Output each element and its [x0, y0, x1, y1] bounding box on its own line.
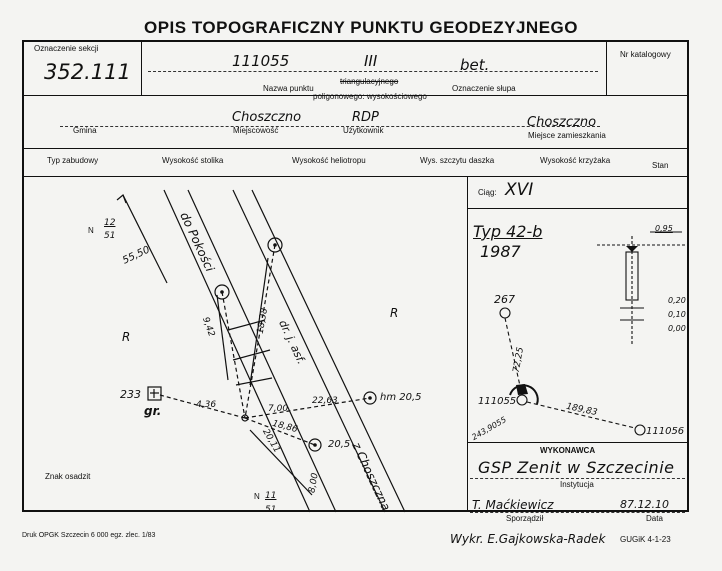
point-gr: gr. — [144, 404, 162, 418]
nazwa-punktu-label: Nazwa punktu — [263, 84, 314, 93]
road-label-asf: dr. j. asf. — [276, 318, 308, 367]
data-label: Data — [646, 514, 663, 523]
height-000: 0,00 — [668, 324, 686, 333]
miejsce-value: Choszczno — [527, 115, 597, 130]
angle-value: 243,9055 — [470, 415, 508, 442]
region-label-left: R — [122, 330, 131, 344]
drafter-note: Wykr. E.Gajkowska-Radek — [450, 532, 606, 546]
print-note: Druk OPGK Szczecin 6 000 egz. zlec. 1/83 — [22, 532, 156, 539]
dist-2263: 22,63 — [312, 396, 338, 406]
road-label-choszczna: z Choszczna — [349, 440, 394, 513]
wys-stolika-label: Wysokość stolika — [162, 156, 224, 165]
typ-zabudowy-label: Typ zabudowy — [47, 156, 99, 165]
dist-942: 9,42 — [199, 315, 217, 339]
point-267: 267 — [494, 293, 515, 306]
road-label-pokosci: do Pokości — [177, 210, 217, 274]
typ-value: Typ 42-b — [473, 222, 543, 241]
wys-heliotropu-label: Wysokość heliotropu — [292, 156, 366, 165]
point-111055: 111055 — [478, 396, 517, 407]
class-value: III — [364, 52, 378, 70]
wys-szczytu-label: Wys. szczytu daszka — [420, 156, 495, 165]
north-arrow-line — [123, 195, 167, 283]
dist-1838: 18,38 — [255, 307, 271, 335]
dist-1886: 18,86 — [271, 418, 299, 436]
ciag-value: XVI — [505, 180, 534, 200]
data-value: 87.12.10 — [620, 498, 669, 511]
stan-label: Stan — [652, 161, 669, 170]
miejscowosc-value: Choszczno — [232, 110, 302, 125]
miejsce-label: Miejsce zamieszkania — [528, 131, 606, 140]
wykonawca-value: GSP Zenit w Szczecinie — [478, 458, 675, 477]
form-title: OPIS TOPOGRAFICZNY PUNKTU GEODEZYJNEGO — [144, 18, 578, 37]
gmina-label: Gmina — [73, 126, 97, 135]
year-value: 1987 — [480, 242, 521, 261]
uzytkownik-value: RDP — [352, 110, 379, 125]
oznaczenie-sekcji-label: Oznaczenie sekcji — [34, 44, 99, 53]
dist-800: 8,00 — [307, 472, 321, 494]
north-arrow-head — [117, 195, 126, 203]
region-label-right: R — [390, 306, 399, 320]
dist-2011: 20,11 — [260, 427, 282, 455]
north-bot-num: 11 — [265, 491, 277, 501]
north-top-num: 12 — [104, 218, 116, 228]
north-top-den: 51 — [104, 231, 116, 241]
sporzadzil-value: T. Maćkiewicz — [472, 498, 554, 512]
oznaczenie-slupa-value: bet. — [460, 56, 490, 74]
north-label: N — [88, 226, 94, 235]
nazwa-punktu-value: 111055 — [232, 52, 290, 70]
instytucja-label: Instytucja — [560, 480, 594, 489]
point-205: 20,5 — [328, 439, 351, 450]
point-111056: 111056 — [646, 426, 685, 437]
wys-krzyzaka-label: Wysokość krzyżaka — [540, 156, 611, 165]
north-label-bottom: N — [254, 492, 260, 501]
point-233: 233 — [120, 388, 141, 401]
miejscowosc-label: Miejscowość — [233, 126, 279, 135]
depth-095: 0,95 — [655, 224, 673, 233]
wykonawca-label: WYKONAWCA — [540, 446, 596, 455]
znak-osadzit-label: Znak osadzit — [45, 472, 91, 481]
ciag-label: Ciąg: — [478, 188, 497, 197]
oznaczenie-slupa-label: Oznaczenie słupa — [452, 84, 516, 93]
point-hm: hm 20,5 — [380, 392, 422, 403]
poligon-label: poligonowego: wysokościowego — [313, 92, 427, 101]
north-bot-den: 51 — [265, 505, 277, 515]
road-edge — [188, 190, 336, 512]
dist-5550: 55,50 — [121, 244, 152, 267]
sporzadzil-label: Sporządził — [506, 514, 544, 523]
height-010: 0,10 — [668, 310, 686, 319]
uzytkownik-label: Użytkownik — [343, 126, 384, 135]
oznaczenie-sekcji-value: 352.111 — [44, 60, 131, 84]
form-code: GUGiK 4-1-23 — [620, 535, 671, 544]
height-020: 0,20 — [668, 296, 686, 305]
dist-700: 7,00 — [268, 404, 289, 414]
dist-18983: 189,83 — [565, 401, 599, 419]
entry-line — [470, 512, 685, 513]
nr-katalogowy-label: Nr katalogowy — [620, 50, 671, 59]
entry-line — [470, 478, 685, 479]
dist-7225: 72,25 — [511, 346, 527, 374]
dist-436: 4,36 — [196, 400, 217, 410]
triang-label: triangulacyjnego — [340, 77, 399, 86]
